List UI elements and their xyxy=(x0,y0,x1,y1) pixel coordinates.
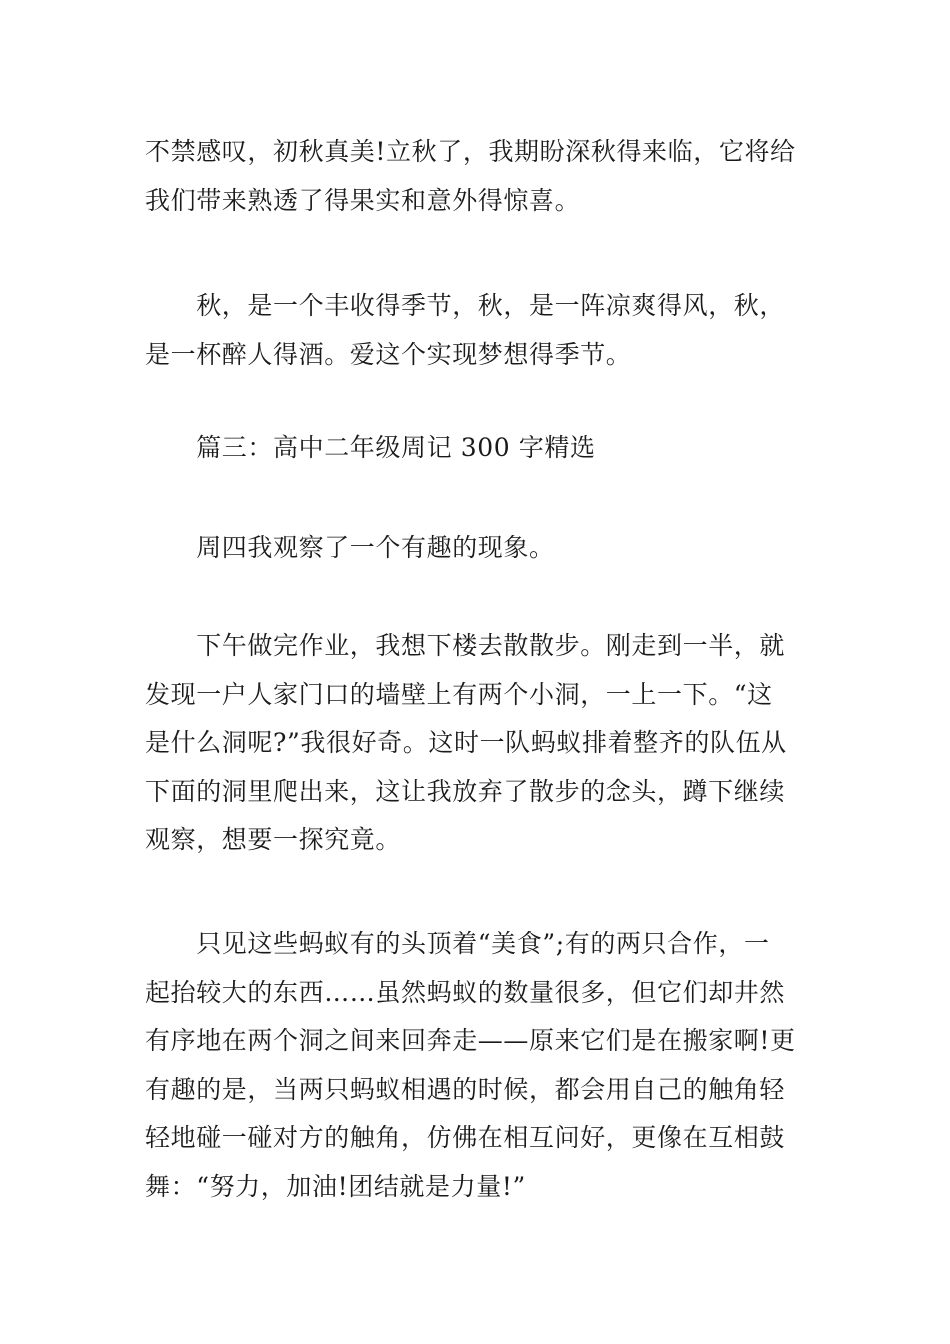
text-line: 下面的洞里爬出来，这让我放弃了散步的念头，蹲下继续 xyxy=(145,776,786,806)
text-line: 秋，是一个丰收得季节，秋，是一阵凉爽得风，秋， xyxy=(145,291,786,320)
paragraph-ants-moving xyxy=(145,920,810,1211)
text-line: 不禁感叹，初秋真美!立秋了，我期盼深秋得来临，它将给 xyxy=(145,137,796,166)
text-line: 舞：“努力，加油!团结就是力量!” xyxy=(145,1171,526,1201)
section-heading xyxy=(145,424,810,473)
heading-line: 篇三：高中二年级周记 300 字精选 xyxy=(145,433,596,462)
text-line: 有趣的是，当两只蚂蚁相遇的时候，都会用自己的触角轻 xyxy=(145,1074,786,1104)
paragraph-intro xyxy=(145,524,810,573)
text-line: 发现一户人家门口的墙壁上有两个小洞，一上一下。“这 xyxy=(145,679,773,709)
text-line: 只见这些蚂蚁有的头顶着“美食”;有的两只合作，一 xyxy=(145,929,770,958)
text-line: 轻地碰一碰对方的触角，仿佛在相互问好，更像在互相鼓 xyxy=(145,1123,786,1152)
text-line: 是什么洞呢?”我很好奇。这时一队蚂蚁排着整齐的队伍从 xyxy=(145,728,787,757)
text-line: 有序地在两个洞之间来回奔走——原来它们是在搬家啊!更 xyxy=(145,1026,796,1055)
text-line: 观察，想要一探究竟。 xyxy=(145,825,402,854)
text-line: 起抬较大的东西……虽然蚂蚁的数量很多，但它们却井然 xyxy=(145,977,786,1007)
text-line: 周四我观察了一个有趣的现象。 xyxy=(145,533,555,562)
paragraph-autumn-ending xyxy=(145,128,810,225)
text-line: 下午做完作业，我想下楼去散散步。刚走到一半，就 xyxy=(145,631,786,660)
paragraph-ants-discovery xyxy=(145,622,810,865)
text-line: 是一杯醉人得酒。爱这个实现梦想得季节。 xyxy=(145,339,632,369)
text-line: 我们带来熟透了得果实和意外得惊喜。 xyxy=(145,185,581,215)
paragraph-autumn-season xyxy=(145,282,810,379)
